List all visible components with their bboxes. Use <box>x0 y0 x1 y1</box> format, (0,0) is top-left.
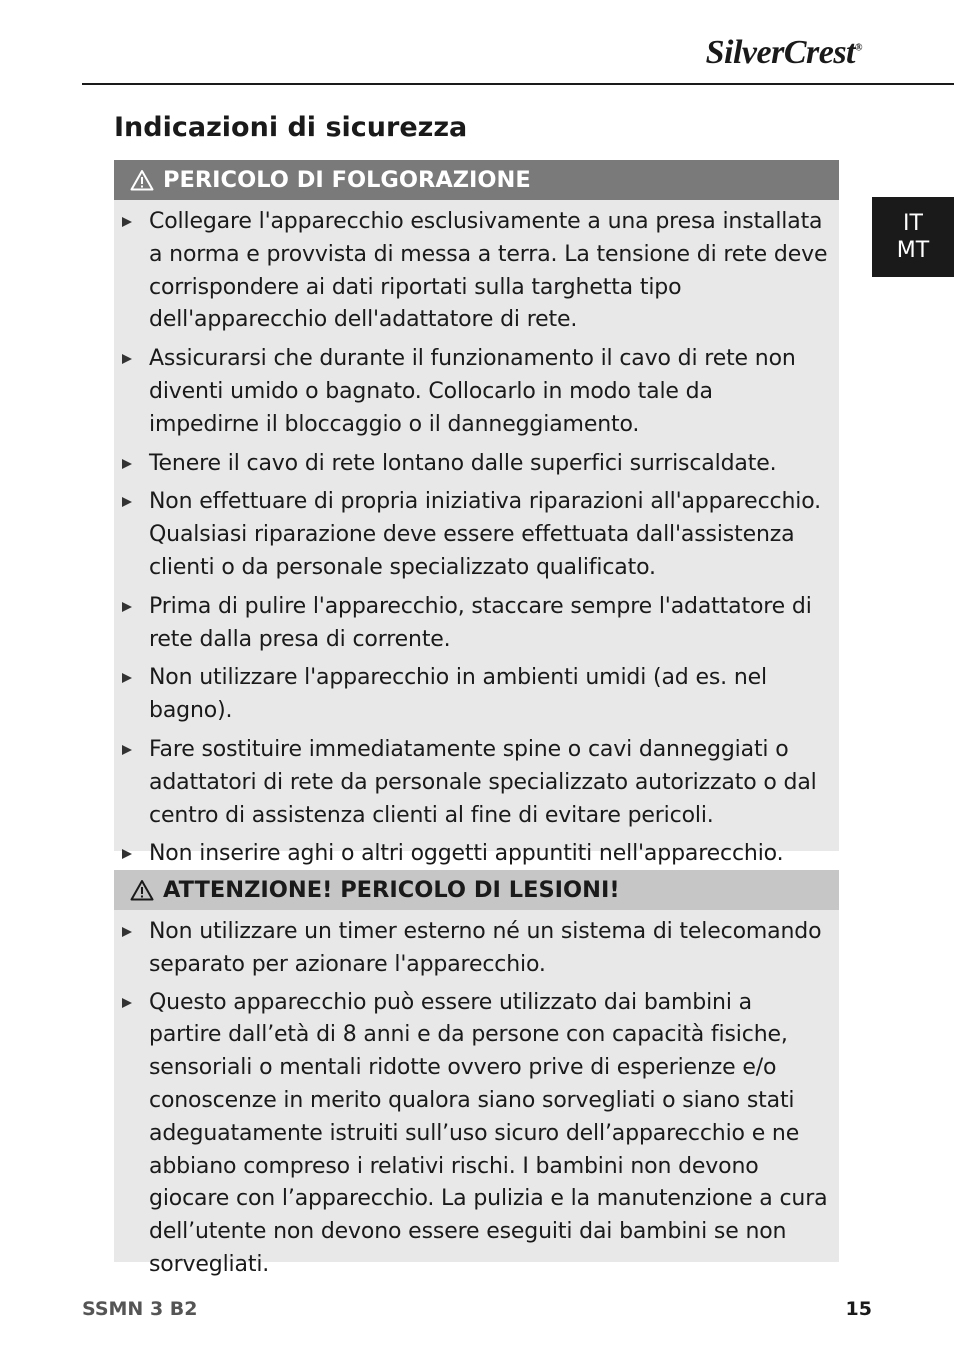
list-item <box>149 591 829 657</box>
bullet-arrow-icon <box>122 217 132 227</box>
brand-registered-mark: ® <box>855 42 862 54</box>
bullet-arrow-icon <box>122 998 132 1008</box>
list-item-text: Prima di pulire l'apparecchio, staccare sempre l'adattatore di rete dalla presa di corrente. <box>149 593 812 652</box>
language-tab-line-2: MT <box>896 238 930 263</box>
list-item-text: Assicurarsi che durante il funzionamento il cavo di rete non diventi umido o bagnato. Collocarlo in modo tale da impedirne il bloccaggio o il danneggiamento. <box>149 346 796 437</box>
bullet-arrow-icon <box>122 745 132 755</box>
bullet-arrow-icon <box>122 849 132 859</box>
list-item <box>149 838 829 871</box>
header-divider <box>82 83 954 85</box>
list-item-text: Non utilizzare un timer esterno né un sistema di telecomando separato per azionare l'apparecchio. <box>149 919 822 977</box>
brand-name: SilverCrest <box>705 34 856 71</box>
warning-box-title: ATTENZIONE! PERICOLO DI LESIONI! <box>163 877 620 903</box>
warning-list <box>114 910 839 1282</box>
bullet-arrow-icon <box>122 927 132 937</box>
list-item-text: Fare sostituire immediatamente spine o cavi danneggiati o adattatori di rete da personale specializzato autorizzato o dal centro di assistenza clienti al fine di evitare pericoli. <box>149 736 817 828</box>
bullet-arrow-icon <box>122 459 132 469</box>
footer-model: SSMN 3 B2 <box>82 1298 198 1320</box>
list-item-text: Non inserire aghi o altri oggetti appuntiti nell'apparecchio. <box>149 841 784 867</box>
brand-logo <box>706 34 862 72</box>
bullet-arrow-icon <box>122 673 132 683</box>
language-tab <box>872 197 954 277</box>
list-item <box>149 734 829 832</box>
bullet-arrow-icon <box>122 602 132 612</box>
page-number: 15 <box>845 1298 872 1320</box>
list-item <box>149 916 829 982</box>
list-item <box>149 343 829 441</box>
danger-box-header <box>114 160 839 200</box>
danger-list <box>114 200 839 871</box>
list-item <box>149 448 829 481</box>
list-item <box>149 987 829 1282</box>
danger-box <box>114 160 839 867</box>
list-item <box>149 662 829 728</box>
language-tab-line-1: IT <box>903 211 923 236</box>
list-item <box>149 486 829 584</box>
list-item-text: Tenere il cavo di rete lontano dalle superfici surriscaldate. <box>149 450 777 476</box>
warning-triangle-icon <box>130 169 154 191</box>
warning-box-header <box>114 870 839 910</box>
warning-box <box>114 870 839 1277</box>
list-item-text: Non utilizzare l'apparecchio in ambienti umidi (ad es. nel bagno). <box>149 665 767 724</box>
bullet-arrow-icon <box>122 354 132 364</box>
list-item-text: Collegare l'apparecchio esclusivamente a una presa installata a norma e provvista di messa a terra. La tensione di rete deve corrispondere ai dati riportati sulla targhetta tipo dell'apparecchio dell'adattatore di rete. <box>149 209 828 333</box>
list-item-text: Questo apparecchio può essere utilizzato dai bambini a partire dall’età di 8 anni e da persone con capacità fisiche, sensoriali o mentali ridotte ovvero prive di esperienze e/o conoscenze in merito qualora siano sorvegliati o siano stati adeguatamente istruiti sull’uso sicuro dell’apparecchio e ne abbiano compreso i relativi rischi. I bambini non devono giocare con l’apparecchio. La pulizia e la manutenzione a cura dell’utente non devono essere eseguiti dai bambini se non sorvegliati. <box>149 989 828 1277</box>
danger-box-title: PERICOLO DI FOLGORAZIONE <box>163 167 531 193</box>
warning-triangle-icon <box>130 879 154 901</box>
page-title: Indicazioni di sicurezza <box>114 112 468 143</box>
list-item <box>149 206 829 337</box>
list-item-text: Non effettuare di propria iniziativa riparazioni all'apparecchio. Qualsiasi riparazione deve essere effettuata dall'assistenza clienti o da personale specializzato qualificato. <box>149 489 821 580</box>
bullet-arrow-icon <box>122 497 132 507</box>
